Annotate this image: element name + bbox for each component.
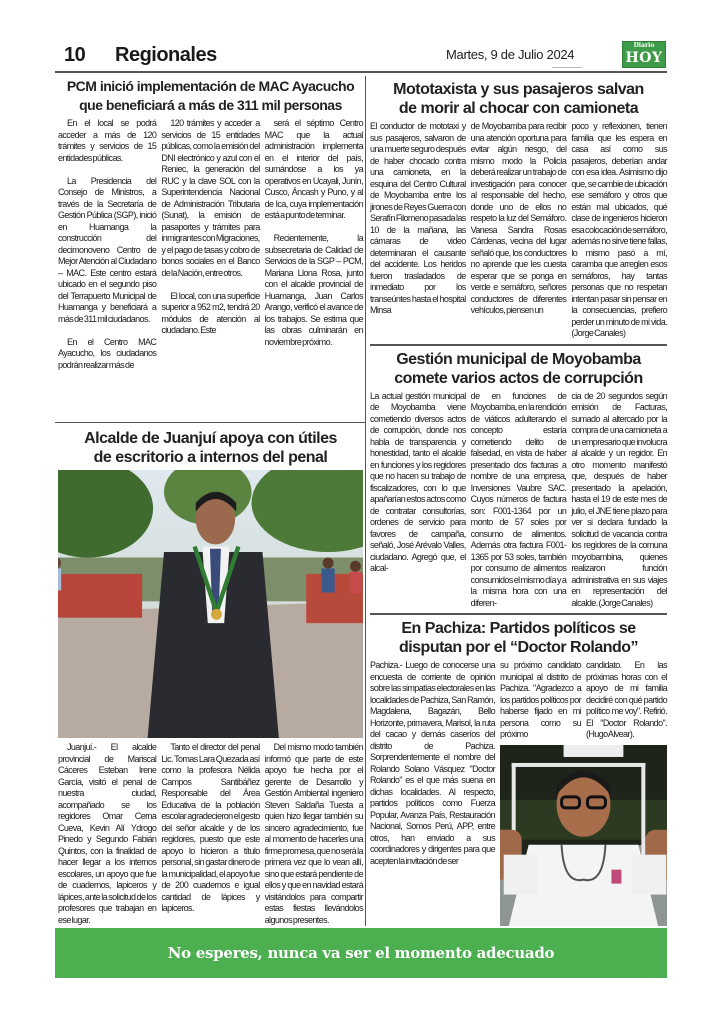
text-column [58,742,156,926]
article-pcm-body [58,118,363,418]
text-column [471,391,567,610]
article-pachiza-headline [370,619,667,657]
paragraph: será el séptimo Centro MAC que la actual administración implementa en el interior del país, sumándose a los ya operativos en Ucayali, Junín, Cusco, Áncash y Puno, y al de Ica, cuya implementación está a punto de terminar. [264,118,363,220]
paragraph: su próximo candidato municipal al distrito de Pachiza. "Agradezco a los partidos políticos por haberse fijado en mi persona como su próximo [500,660,581,739]
logo-big-text: HOY [625,50,663,66]
text-column [500,660,581,741]
text-column [265,742,363,926]
paragraph: 120 trámites y acceder a servicios de 15 entidades públicas, como la emisión del DNI electrónico y azul con el Reniec, la generación del RUC y la clave SOL con la Superintendencia Nacional de Administración Tributaria (Sunat), la emisión de pasaportes y trámites para inmigrantes con Migraciones, y el pago de tasas y cobro de bonos sociales en el Banco de la Nación, entre otros. [161,118,260,278]
page-number: 10 [64,44,86,66]
text-column [571,121,667,340]
article-juanjui-body [58,742,363,926]
article-gestion-headline [370,350,667,388]
newspaper-logo [622,41,666,68]
text-column [161,118,259,418]
article-gestion-body [370,391,667,610]
photo-doctor-rolando [500,745,667,927]
paragraph: El local, con una superficie superior a 952 m2, tendrá 20 módulos de atención al ciudadano. Este [161,290,260,335]
text-column [58,118,156,418]
paragraph: Recientemente, la subsecretaria de Calidad de Servicios de la SGP – PCM, Mariana Llona Rosa, junto con el alcalde provincial de Huamanga, Juan Carlos Arango, verificó el avance de los trabajos. Se estima que las obras culminarán en noviembre próximo. [264,233,363,347]
paragraph: En el Centro MAC Ayacucho, los ciudadanos podrán realizar más de [58,336,157,370]
text-column [571,391,667,610]
paragraph: Pachiza.- Luego de conocerse una encuesta de corriente de opinión sobre las simpatías electorales en las localidades de Pachiza, San Ramón, Magdalena, Bagazán, Bello Horizonte, primavera, Marisol, la ruta del cacao y demás caseríos del distrito de Pachiza. Sorprendentemente el nombre del Rolando Solano Vásquez "Doctor Rolando" es el que más suena en dichas localidades. Al respecto, partidos políticos como Fuerza Popular, Avanza País, Restauración Nacional, Somos Perú, APP, entre otros, han enviado a sus coordinadores y dirigentes para que acepten la invitación de ser [370,660,495,866]
headline-line: Gestión municipal de Moyobamba [396,350,641,368]
paragraph: Del mismo modo también informó que parte de este apoyo fue hecha por el gerente de Desarrollo y Gestión Ambiental ingeniero Steven Saldaña Tuesta a quien hizo llegar también su sincero agradecimiento, fue al momento de hacerles una firme promesa, que no será la primera vez que lo vean allí, sino que estará pendiente de ellos y que en navidad estará visitándolos para compartir estas fiestas llevándolos algunos presentes. [264,742,363,925]
paragraph: En el local se podrá acceder a más de 120 trámites y servicios de 15 entidades públicas. [58,118,157,163]
article-juanjui-headline [58,429,363,467]
divider [370,613,667,615]
text-column [370,660,495,926]
divider [55,422,366,423]
headline-line: de morir al chocar con camioneta [398,100,639,117]
paragraph: Juanjuí.- El alcalde provincial de Mariscal Cáceres Esteban Irene García, visitó el penal de nuestra ciudad, acompañado se los regidores Omar Cerna Cueva, Kevin Alí Ydrogo Pinedo y Segundo Fabián Quintos, con la finalidad de hacer llegar a los internos escolares, un apoyo que fue de cuadernos, lapiceros y lápices, ante la solicitud de los profesores que trabajan en ese lugar. [58,742,157,925]
divider [552,67,582,68]
text-column [586,660,667,741]
headline-line: Alcalde de Juanjuí apoya con útiles [84,430,337,447]
divider [370,344,667,346]
pachiza-right-block [500,660,667,926]
article-pcm-headline [58,77,363,115]
pachiza-top-columns [500,660,667,741]
text-column [161,742,259,926]
headline-line: de escritorio a internos del penal [93,449,328,466]
paragraph: El conductor de mototaxi y sus pasajeros, salvaron de una muerte seguro después de haber chocado contra una camioneta, en la esquina del Centro Cultural de Moyobamba entre los jirones de Reyes Guerra con Serafín Filomeno pasada las 10 de la mañana, las cámaras de video determinaran el causante del accidente. Los heridos fueron trasladados de inmediato por los transeúntes hasta el hospital Minsa [370,121,466,315]
headline-line: En Pachiza: Partidos políticos se [401,620,636,637]
column-divider [365,76,366,926]
headline-line: PCM inició implementación de MAC Ayacucho [66,78,355,94]
article-mototaxi-headline [370,80,667,118]
text-column [370,391,466,610]
slogan-banner: No esperes, nunca va ser el momento adecuado [55,928,667,978]
paragraph: La Presidencia del Consejo de Ministros, a través de la Secretaría de Gestión Pública (SGP), inició en Huamanga la construcción del decimonoveno Centro de Mejor Atención al Ciudadano – MAC. Este centro estará ubicado en el segundo piso del Terrapuerto Municipal de Huamanga y beneficiará a más de 311 mil ciudadanos. [58,175,157,324]
headline-line: disputan por el “Doctor Rolando” [398,639,639,656]
paragraph: de en funciones de Moyobamba, en la rendición de viáticos adulterando el concepto estaría cometiendo delito de falsedad, en vista de haber presentado dos facturas a nombre de una empresa, Inversiones Vaubre SAC. Cuyos números de factura son: F001-1364 por un monto de 57 soles por consumo de alimentos. Además otra factura F001-1365 por 53 soles, también por consumo de alimentos consumidos el mismo día y a la misma hora con una diferen- [470,390,567,608]
section-title: Regionales [115,44,217,66]
photo-alcalde-juanjui [58,470,363,738]
article-mototaxi-body [370,121,667,340]
paragraph: candidato. En las próximas horas con el apoyo de mi familia decidiré con qué partido político me voy". Refirió. El "Doctor Rolando". (Hugo Alvear). [586,660,667,739]
paragraph: poco y reflexionen, tienen familia que les espera en casa así como sus pasajeros, deberían andar con esa idea. Asimismo dijo que, se cambie de ubicación ese semáforo y otros que están mal ubicados, qué clase de ingenieros hicieron esa colocación de semáforo, además no sirve tiene fallas, lo mismo pasó a mí, caramba que arreglen esos semáforos, hay tantas personas que no respetan intentan pasar sin pensar en la consecuencias, prefiero perder un minuto de mi vida. (Jorge Canales) [571,121,668,338]
text-column [370,121,466,340]
paragraph: cia de 20 segundos según emisión de Facturas, sumado al altercado por la compra de una camioneta a un empresario que involucra al alcalde y un regidor. En otro momento manifestó que, después de haber presentado la apelación, hasta el 19 de este mes de julio, el JNE tiene plazo para ver si declara fundado la solicitud de vacancia contra los regidores de la comuna moyobambina, quienes realizaron función administrativa en sus viajes en representación del alcalde. (Jorge Canales) [571,390,668,608]
paragraph: La actual gestión municipal de Moyobamba viene cometiendo diversos actos de corrupción, donde nos habla de transparencia y honestidad, tanto el alcalde en funciones y los regidores que no hacen su trabajo de fiscalizadores, con lo que apañarían estos actos como de contratar consultorías, ordenes de servicio para favores de campaña, señaló, José Arévalo Valles, ciudadano. Agregó que, el alcal- [370,390,466,573]
paragraph: Tanto el director del penal Lic. Tomas Lara Quezada así como la profesora Nélida Campos Santibáñez Responsable del Área Educativa de la población escolar agradecieron el gesto del señor alcalde y de los regidores, puesto que este apoyo lo hicieron a título personal, sin gastar dinero de la municipalidad, el apoyo fue de 200 cuadernos e igual cantidad de lápices y lapiceros. [161,742,260,913]
right-column [370,80,667,926]
logo-small-text: Diario [633,42,655,49]
headline-line: Mototaxista y sus pasajeros salvan [393,81,644,98]
header-rule [55,71,667,73]
headline-line: comete varios actos de corrupción [394,369,643,387]
pachiza-first-column [370,660,495,926]
text-column [265,118,363,418]
issue-date: Martes, 9 de Julio 2024 [446,47,575,62]
photo-image [500,745,667,927]
headline-line: que beneficiará a más de 311 mil personas [79,97,342,113]
photo-image [58,470,363,738]
article-pachiza-body [370,660,667,926]
paragraph: de Moyobamba para recibir una atención oportuna para evitar algún riesgo, del mismo modo la Policía deberá realizar un trabajo de investigación para conocer al responsable del hecho, donde uno de ellos no respeto la luz del Semáforo. Vanesa Sandra Rosas Cárdenas, vecina del lugar señaló que, los conductores no aprende que les cuesta esperar que se ponga en verde e semáforo, señores conductores de diferentes vehículos, piensen un [470,121,567,315]
left-column [58,77,363,926]
text-column [471,121,567,340]
